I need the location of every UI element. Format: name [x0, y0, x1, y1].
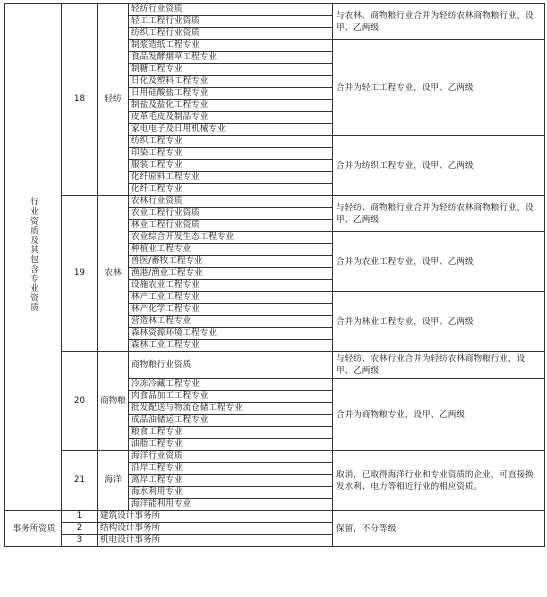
- item-cell: 设施农业工程专业: [129, 280, 333, 292]
- item-cell: 沿岸工程专业: [129, 463, 333, 475]
- item-cell: 渔港/渔业工程专业: [129, 268, 333, 280]
- item-cell: 粮食工程专业: [129, 427, 333, 439]
- result-cell: 与轻纺、农林行业合并为轻纺农林商物粮行业，设甲、乙两级: [333, 352, 545, 379]
- item-cell: 兽医/畜牧工程专业: [129, 256, 333, 268]
- item-cell: 轻工工程行业资质: [129, 16, 333, 28]
- result-cell: 合并为纺织工程专业，设甲、乙两级: [333, 136, 545, 196]
- item-cell: 林业工程行业资质: [129, 220, 333, 232]
- item-cell: 农业工程行业资质: [129, 208, 333, 220]
- result-cell: 合并为轻工工程专业，设甲、乙两级: [333, 40, 545, 136]
- office-name: 建筑设计事务所: [98, 511, 333, 523]
- item-cell: 纺织工程专业: [129, 136, 333, 148]
- office-number: 1: [62, 511, 98, 523]
- result-cell: 取消，已取得海洋行业和专业资质的企业，可直接换发水利、电力等相近行业的相应资质。: [333, 451, 545, 511]
- item-cell: 林产化学工程专业: [129, 304, 333, 316]
- group-name: 农林: [98, 196, 129, 352]
- office-number: 3: [62, 535, 98, 547]
- item-cell: 日化及塑料工程专业: [129, 76, 333, 88]
- item-cell: 离岸工程专业: [129, 475, 333, 487]
- item-cell: 日用硅酸盐工程专业: [129, 88, 333, 100]
- item-cell: 冷冻冷藏工程专业: [129, 379, 333, 391]
- category-industry-cell: [5, 4, 62, 511]
- item-cell: 轻纺行业资质: [129, 4, 333, 16]
- item-cell: 种植业工程专业: [129, 244, 333, 256]
- office-name: 机电设计事务所: [98, 535, 333, 547]
- item-cell: 海洋能利用专业: [129, 499, 333, 511]
- result-cell: 合并为商物粮专业，设甲、乙两级: [333, 379, 545, 451]
- item-cell: 营造林工程专业: [129, 316, 333, 328]
- item-cell: 皮革毛皮及制品专业: [129, 112, 333, 124]
- result-cell: 合并为林业工程专业，设甲、乙两级: [333, 292, 545, 352]
- item-cell: 海洋行业资质: [129, 451, 333, 463]
- item-cell: 家电电子及日用机械专业: [129, 124, 333, 136]
- group-number: 21: [62, 451, 98, 511]
- item-cell: 制糖工程专业: [129, 64, 333, 76]
- group-name: 商物粮: [98, 352, 129, 451]
- category-office-cell: 事务所资质: [5, 511, 62, 547]
- group-number: 20: [62, 352, 98, 451]
- item-cell: 制盐及盐化工程专业: [129, 100, 333, 112]
- item-cell: 森林工业工程专业: [129, 340, 333, 352]
- item-cell: 制浆造纸工程专业: [129, 40, 333, 52]
- item-cell: 化纤原料工程专业: [129, 172, 333, 184]
- item-cell: 商物粮行业资质: [129, 352, 333, 379]
- item-cell: 批发配送与物流仓储工程专业: [129, 403, 333, 415]
- item-cell: 油脂工程专业: [129, 439, 333, 451]
- item-cell: 化纤工程专业: [129, 184, 333, 196]
- item-cell: 农林行业资质: [129, 196, 333, 208]
- group-name: 轻纺: [98, 4, 129, 196]
- item-cell: 食品发酵烟草工程专业: [129, 52, 333, 64]
- group-name: 海洋: [98, 451, 129, 511]
- office-result: 保留，不分等级: [333, 511, 545, 547]
- office-number: 2: [62, 523, 98, 535]
- category-industry-label: 行业资质及其包含专业资质: [28, 197, 39, 313]
- item-cell: 纺织工程行业资质: [129, 28, 333, 40]
- result-cell: 合并为农业工程专业，设甲、乙两级: [333, 232, 545, 292]
- item-cell: 肉食品加工工程专业: [129, 391, 333, 403]
- item-cell: 成品油储运工程专业: [129, 415, 333, 427]
- item-cell: 印染工程专业: [129, 148, 333, 160]
- result-cell: 与农林、商物粮行业合并为轻纺农林商物粮行业，设甲、乙两级: [333, 4, 545, 40]
- item-cell: 服装工程专业: [129, 160, 333, 172]
- item-cell: 林产工业工程专业: [129, 292, 333, 304]
- result-cell: 与轻纺、商物粮行业合并为轻纺农林商物粮行业，设甲、乙两级: [333, 196, 545, 232]
- group-number: 19: [62, 196, 98, 352]
- item-cell: 森林资源环境工程专业: [129, 328, 333, 340]
- office-name: 结构设计事务所: [98, 523, 333, 535]
- item-cell: 海水利用专业: [129, 487, 333, 499]
- group-number: 18: [62, 4, 98, 196]
- item-cell: 农业综合开发生态工程专业: [129, 232, 333, 244]
- qualification-table: [4, 3, 545, 547]
